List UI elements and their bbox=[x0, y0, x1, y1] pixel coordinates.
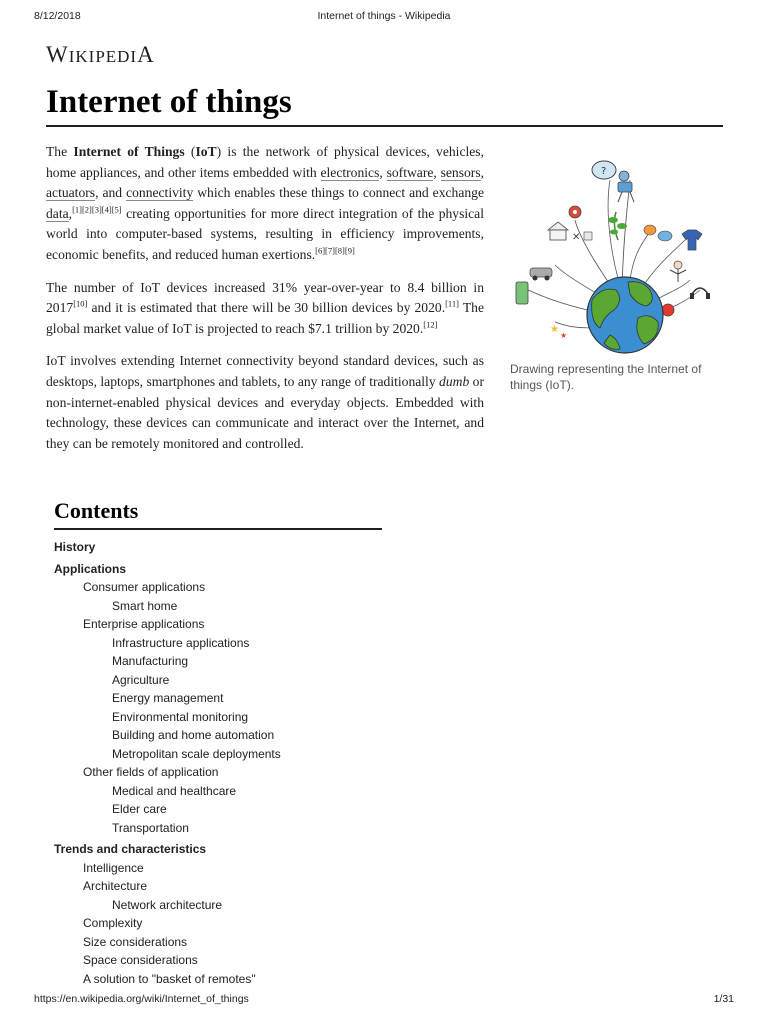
iot-figure bbox=[510, 150, 722, 393]
stars-icon bbox=[550, 324, 567, 340]
toc-item-applications[interactable]: Applications bbox=[54, 561, 127, 576]
text: , and bbox=[95, 185, 127, 201]
link-electronics[interactable]: electronics bbox=[320, 164, 380, 180]
plant-icon bbox=[608, 212, 627, 240]
text: and it is estimated that there will be 30 billion devices by 2020. bbox=[87, 300, 446, 316]
toc-item-agriculture[interactable]: Agriculture bbox=[112, 672, 170, 687]
toc-item-manufacturing[interactable]: Manufacturing bbox=[112, 654, 189, 668]
toc-item-other-fields[interactable]: Other fields of application bbox=[83, 765, 219, 779]
intro-paragraph-2 bbox=[46, 278, 484, 340]
toc-item-basket-of-remotes[interactable]: A solution to "basket of remotes" bbox=[83, 971, 256, 986]
toc-item-transportation[interactable]: Transportation bbox=[112, 820, 189, 835]
text: IoT involves extending Internet connectivity beyond standard devices, such as desktops, laptops, smartphones and tablets, to any range of traditionally bbox=[46, 353, 484, 389]
text: The global market value of IoT is projected to reach $7.1 trillion by 2020. bbox=[46, 300, 484, 336]
print-url: https://en.wikipedia.org/wiki/Internet_of_things bbox=[34, 993, 249, 1005]
page-title: Internet of things bbox=[46, 84, 292, 120]
svg-text:✕: ✕ bbox=[572, 232, 581, 243]
wordmark-w: W bbox=[46, 42, 69, 67]
toc-item-space-considerations[interactable]: Space considerations bbox=[83, 953, 198, 967]
print-page-number: 1/31 bbox=[713, 993, 734, 1005]
text: , bbox=[433, 164, 441, 180]
table-of-contents bbox=[54, 498, 384, 988]
text: , bbox=[68, 205, 73, 221]
toc-item-trends-characteristics[interactable]: Trends and characteristics bbox=[54, 842, 207, 856]
toc-item-metropolitan-scale[interactable]: Metropolitan scale deployments bbox=[112, 746, 281, 761]
toc-item-energy-management[interactable]: Energy management bbox=[112, 691, 224, 705]
toc-item-enterprise-applications[interactable]: Enterprise applications bbox=[83, 617, 205, 631]
figure-caption: Drawing representing the Internet of things (IoT). bbox=[510, 362, 702, 392]
print-date: 8/12/2018 bbox=[34, 10, 81, 22]
toc-item-complexity[interactable]: Complexity bbox=[83, 916, 143, 930]
link-data[interactable]: data bbox=[46, 205, 69, 221]
chat-bubbles-icon bbox=[644, 225, 672, 241]
svg-text:?: ? bbox=[601, 166, 607, 177]
citation-ref[interactable]: [12] bbox=[423, 319, 438, 330]
toc-item-infrastructure-applications[interactable]: Infrastructure applications bbox=[112, 635, 250, 650]
globe-icon bbox=[587, 277, 663, 353]
article-body bbox=[46, 142, 484, 466]
toc-item-smart-home[interactable]: Smart home bbox=[112, 598, 178, 613]
citation-refs[interactable]: [1][2][3][4][5] bbox=[72, 204, 122, 215]
print-header bbox=[0, 10, 768, 26]
text: which enables these things to connect and exchange bbox=[193, 185, 484, 201]
toc-divider bbox=[54, 528, 382, 530]
title-divider bbox=[46, 125, 723, 127]
toc-item-environmental-monitoring[interactable]: Environmental monitoring bbox=[112, 709, 249, 724]
toc-title: Contents bbox=[54, 498, 139, 523]
speech-bubble-icon bbox=[592, 161, 616, 179]
wordmark-a: A bbox=[137, 42, 155, 67]
person-on-laptop-icon bbox=[618, 171, 634, 202]
text: , bbox=[379, 164, 387, 180]
toc-item-building-home-automation[interactable]: Building and home automation bbox=[112, 728, 275, 742]
intro-paragraph-3 bbox=[46, 351, 484, 454]
toc-item-consumer-applications[interactable]: Consumer applications bbox=[83, 580, 206, 594]
link-sensors[interactable]: sensors bbox=[440, 164, 481, 180]
link-software[interactable]: software bbox=[386, 164, 434, 180]
text: ) is the network of physical devices, vehicles, home appliances, and other items embedded with bbox=[46, 144, 484, 180]
intro-paragraph-1 bbox=[46, 142, 484, 266]
text: ( bbox=[184, 144, 196, 159]
toc-item-medical-healthcare[interactable]: Medical and healthcare bbox=[112, 783, 237, 798]
text: The number of IoT devices increased 31% year-over-year to 8.4 billion in 2017 bbox=[46, 279, 484, 316]
toc-item-elder-care[interactable]: Elder care bbox=[112, 802, 167, 816]
red-button-icon bbox=[662, 304, 674, 316]
person-figure-icon bbox=[670, 261, 686, 282]
link-connectivity[interactable]: connectivity bbox=[126, 185, 194, 201]
wordmark-middle: IKIPEDI bbox=[68, 47, 138, 66]
citation-ref[interactable]: [10] bbox=[73, 298, 88, 309]
text: creating opportunities for more direct integration of the physical world into computer-based systems, resulting in efficiency improvements, economic benefits, and reduced human exertions. bbox=[46, 205, 484, 262]
toc-item-history[interactable]: History bbox=[54, 540, 96, 554]
bold-term-iot: Internet of Things bbox=[73, 144, 185, 159]
house-icon bbox=[548, 222, 568, 240]
link-actuators[interactable]: actuators bbox=[46, 185, 96, 201]
italic-term: dumb bbox=[439, 373, 470, 389]
toc-item-network-architecture[interactable]: Network architecture bbox=[112, 897, 223, 912]
print-page-title: Internet of things - Wikipedia bbox=[317, 10, 451, 22]
toc-item-size-considerations[interactable]: Size considerations bbox=[83, 934, 188, 949]
wikipedia-wordmark[interactable] bbox=[46, 42, 155, 68]
toc-item-intelligence[interactable]: Intelligence bbox=[83, 860, 144, 875]
text: or non-internet-enabled physical devices and everyday objects. Embedded with technology, these devices can communicate and interact over the Internet, and they can be remotely monitored and controlled. bbox=[46, 373, 484, 451]
toc-item-architecture[interactable]: Architecture bbox=[83, 879, 148, 893]
car-icon bbox=[530, 268, 552, 281]
headphones-icon bbox=[690, 288, 710, 299]
iot-drawing-image[interactable] bbox=[510, 150, 722, 355]
bold-term-abbrev: IoT bbox=[195, 144, 217, 159]
citation-refs[interactable]: [6][7][8][9] bbox=[315, 245, 355, 256]
svg-text:★: ★ bbox=[550, 324, 559, 335]
svg-text:★: ★ bbox=[560, 331, 568, 340]
text: , bbox=[480, 164, 485, 180]
phone-icon bbox=[516, 282, 528, 304]
citation-ref[interactable]: [11] bbox=[445, 298, 459, 309]
text: The bbox=[46, 144, 74, 159]
location-pin-icon bbox=[569, 206, 581, 218]
